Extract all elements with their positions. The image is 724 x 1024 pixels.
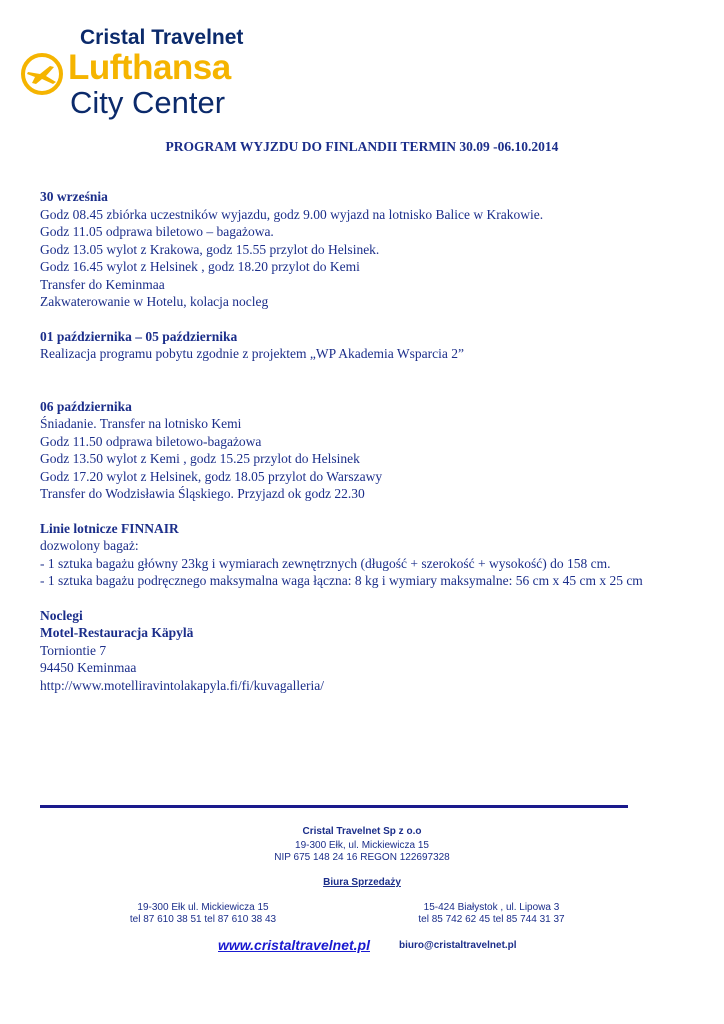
footer-company: Cristal Travelnet Sp z o.o: [302, 826, 422, 837]
footer-offices-label: Biura Sprzedaży: [323, 877, 401, 888]
company-logo: [20, 20, 260, 120]
schedule-line: Transfer do Wodzisławia Śląskiego. Przyjazd ok godz 22.30: [40, 486, 365, 501]
section-06-october: [40, 398, 720, 503]
office-elk: [118, 902, 288, 926]
schedule-line: Godz 11.50 odprawa biletowo-bagażowa: [40, 433, 262, 449]
office-bialystok: [404, 902, 579, 926]
section-lodging: [40, 607, 720, 695]
schedule-line: Godz 08.45 zbiórka uczestników wyjazdu, godz 9.00 wyjazd na lotnisko Balice w Krakowie.: [40, 206, 544, 222]
page-title: PROGRAM WYJZDU DO FINLANDII TERMIN 30.09 -06.10.2014: [165, 139, 559, 154]
section-airline: [40, 520, 720, 590]
baggage-line: dozwolony bagaż:: [40, 538, 139, 553]
schedule-line: Realizacja programu pobytu zgodnie z projektem „WP Akademia Wsparcia 2”: [40, 346, 464, 361]
footer-address: 19-300 Ełk, ul. Mickiewicza 15: [295, 840, 429, 851]
logo-line-2: Lufthansa: [68, 48, 231, 87]
schedule-line: Śniadanie. Transfer na lotnisko Kemi: [40, 416, 242, 431]
schedule-line: Zakwaterowanie w Hotelu, kolacja nocleg: [40, 294, 269, 309]
hotel-url[interactable]: http://www.motelliravintolakapyla.fi/fi/kuvagalleria/: [40, 677, 325, 693]
logo-line-1: Cristal Travelnet: [80, 26, 244, 49]
section-heading: Noclegi: [40, 607, 83, 623]
office-address: 15-424 Białystok , ul. Lipowa 3: [423, 902, 560, 913]
section-heading: 06 października: [40, 398, 132, 414]
document-body: [40, 188, 720, 694]
schedule-line: Godz 13.50 wylot z Kemi , godz 15.25 przylot do Helsinek: [40, 451, 360, 466]
schedule-line: Transfer do Keminmaa: [40, 276, 165, 292]
office-phones: tel 87 610 38 51 tel 87 610 38 43: [129, 914, 277, 925]
hotel-name: Motel-Restauracja Käpylä: [40, 625, 194, 640]
email-address[interactable]: biuro@cristaltravelnet.pl: [399, 940, 517, 951]
logo-line-3: City Center: [70, 85, 226, 120]
section-heading: 01 października – 05 października: [40, 328, 238, 344]
schedule-line: Godz 16.45 wylot z Helsinek , godz 18.20 przylot do Kemi: [40, 259, 360, 274]
section-heading: 30 września: [40, 189, 108, 204]
hotel-street: Torniontie 7: [40, 642, 107, 658]
section-program: [40, 328, 720, 363]
website-link[interactable]: www.cristaltravelnet.pl: [218, 937, 370, 953]
office-address: 19-300 Ełk ul. Mickiewicza 15: [137, 902, 269, 913]
schedule-line: Godz 13.05 wylot z Krakowa, godz 15.55 przylot do Helsinek.: [40, 241, 380, 257]
baggage-line: - 1 sztuka bagażu główny 23kg i wymiarach zewnętrznych (długość + szerokość + wysokość) do 158 cm.: [40, 555, 611, 571]
office-phones: tel 85 742 62 45 tel 85 744 31 37: [418, 914, 565, 925]
section-30-september: [40, 188, 720, 311]
schedule-line: Godz 17.20 wylot z Helsinek, godz 18.05 przylot do Warszawy: [40, 468, 383, 484]
lufthansa-crane-icon: [20, 52, 64, 96]
section-heading: Linie lotnicze FINNAIR: [40, 520, 179, 536]
baggage-line: - 1 sztuka bagażu podręcznego maksymalna waga łączna: 8 kg i wymiary maksymalne: 56 cm x 45 cm x 25 cm: [40, 573, 643, 588]
hotel-city: 94450 Keminmaa: [40, 660, 137, 675]
schedule-line: Godz 11.05 odprawa biletowo – bagażowa.: [40, 224, 274, 239]
footer-nip-regon: NIP 675 148 24 16 REGON 122697328: [274, 852, 450, 863]
footer-divider: [40, 805, 628, 808]
